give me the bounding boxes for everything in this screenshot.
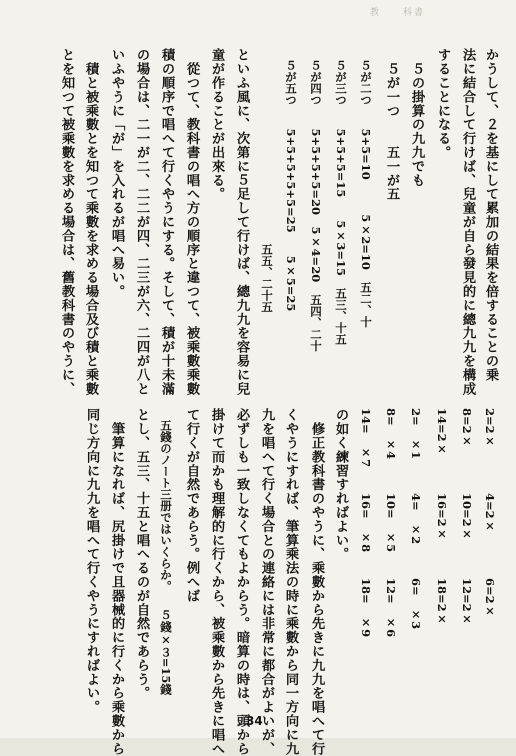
text-column: 同じ方向に九九を唱へて行くやうにすればよい。 [84,408,99,714]
table-cell: 6=2× [483,578,497,618]
text-column: 積と被乘數とを知つて乘數を求める場合及び積と乘數 [83,48,98,396]
text-column: 五錢のノート三册ではいくらか。 ５錢×３=15錢 [159,408,173,695]
text-column: ５が三つ 5+5+5=15 5×3=15 五三、十五 [334,48,348,346]
text-column: ５が二つ 5+5=10 5×2=10 五二、十 [359,48,373,328]
text-column: ５の掛算の九九でも [409,48,424,187]
text-column: 從つて、教科書の唱へ方の順序と違つて、被乘數乘數 [184,48,199,396]
text-column: とし、五三、十五と唱へるのが自然であらう。 [134,408,149,700]
text-column: かうして、２を基にして累加の結果を倍することの乗 [483,48,498,382]
table-cell: 8= ×4 [384,408,398,460]
page-number: 34 [246,714,263,728]
table-cell: 8=2× [460,408,474,448]
table-cell: 4=2× [483,493,497,533]
text-column: 筆算になれば、尻掛けで且器械的に行くから乘數から [109,408,124,756]
text-column: 五五、二十五 [260,48,274,313]
text-column: 積の順序で唱へて行くやうにする。そして、積が十未滿 [159,48,174,396]
text-column: 必ずしも一致しなくてもよからう。暗算の時は、頭から [234,408,249,756]
text-column: くやうにすれば、筆算乘法の時に乘數から同一方向に九 [283,408,298,756]
text-column: 九を唱へて行く場合との連絡には非常に都合がよいが、 [259,408,274,756]
text-column: ５が一つ 五一が五 [384,48,399,201]
table-cell: 12=2× [460,578,474,626]
table-cell: 2= ×1 [409,408,423,460]
table-cell: 12= ×6 [384,578,398,638]
table-cell: 14= ×7 [359,408,373,468]
text-column: といふ風に、次第に５足して行けば、總九九を容易に兒 [234,48,249,396]
text-column: の場合は、二一が二、二二が四、二三が六、二四が八と [134,48,149,396]
text-column: いふやうに「が」を入れるが唱へ易い。 [109,48,124,299]
table-cell: 2=2× [483,408,497,448]
table-cell: 10=2× [460,493,474,541]
table-cell: 4= ×2 [409,493,423,545]
text-column: とを知つて被乘數を求める場合は、舊教科書のやうに、 [59,48,74,396]
text-column: ５が五つ 5+5+5+5+5=25 5×5=25 [284,48,298,312]
table-cell: 18=2× [435,578,449,626]
text-column: 法に結合して行けば、兒童が自ら發見的に總九九を構成 [460,48,475,396]
running-header: 教 科書 [370,8,426,18]
text-column: 掛けて而かも理解的に行くから、被乘數から先きに唱へ [209,408,224,756]
table-cell: 14=2× [435,408,449,456]
text-column: ５が四つ 5+5+5+5=20 5×4=20 五四、二十 [309,48,323,352]
text-column: 修正教科書のやうに、乘數から先きに九九を唱へて行 [309,408,324,756]
text-column: することになる。 [435,48,450,160]
table-cell: 6= ×3 [409,578,423,630]
table-cell: 18= ×9 [359,578,373,638]
text-column: 童が作ることが出來る。 [209,48,224,201]
text-column: の如く練習すればよい。 [333,408,348,561]
text-column: て行くが自然であらう。例へば [184,408,199,603]
table-cell: 16= ×8 [359,493,373,553]
table-cell: 10= ×5 [384,493,398,553]
table-cell: 16=2× [435,493,449,541]
